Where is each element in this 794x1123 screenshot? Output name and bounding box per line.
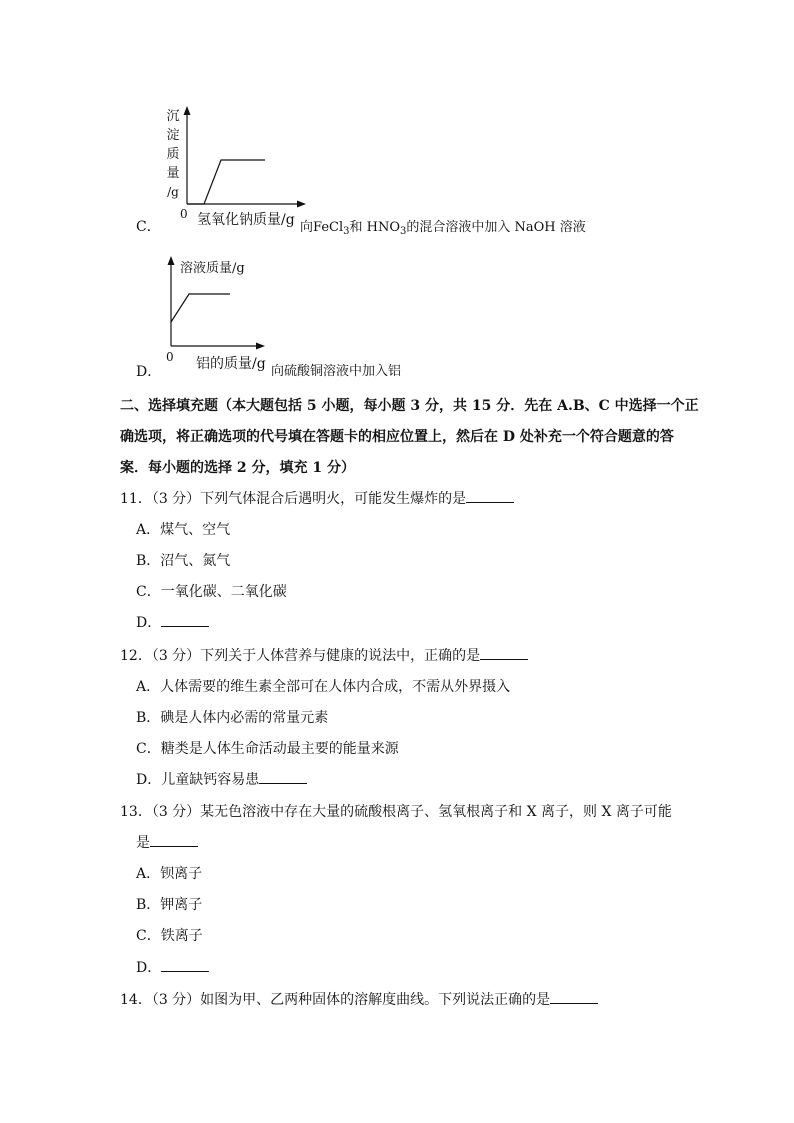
q11-option-c: C．一氧化碳、二氧化碳 <box>136 584 287 600</box>
section-heading-line-2: 确选项，将正确选项的代号填在答题卡的相应位置上，然后在 D 处补充一个符合题意的答 <box>120 429 674 445</box>
chart-d-ylabel: 溶液质量/g <box>180 261 245 276</box>
q12-option-d <box>136 769 307 789</box>
q12-option-c: C．糖类是人体生命活动最主要的能量来源 <box>136 741 399 757</box>
chart-c-ylabel <box>165 107 181 202</box>
chart-d-letter: D． <box>136 364 162 380</box>
chart-c-y-arrow <box>184 106 191 115</box>
chart-c-caption-fe: FeCl <box>313 220 344 235</box>
chart-c-origin: 0 <box>180 207 188 221</box>
q13-option-a: A．钡离子 <box>136 866 203 882</box>
q13-option-d-blank[interactable] <box>161 957 209 972</box>
q12-option-d-label: D．儿童缺钙容易患 <box>136 772 260 788</box>
chart-c-caption <box>300 216 586 237</box>
q13-stem-cont <box>136 832 198 852</box>
q13-option-d <box>136 957 209 977</box>
chart-d-x-arrow <box>256 343 265 350</box>
q13-option-c: C．铁离子 <box>136 928 203 944</box>
q13-stem: 13．（3 分）某无色溶液中存在大量的硫酸根离子、氢氧根离子和 X 离子，则 X 离子可能 <box>120 804 672 820</box>
chart-c-letter: C． <box>136 219 161 235</box>
q12-stem-text: 12．（3 分）下列关于人体营养与健康的说法中，正确的是 <box>120 648 481 664</box>
chart-c-caption-sub2: 3 <box>400 226 407 237</box>
q12-option-d-blank[interactable] <box>259 769 307 784</box>
chart-c-x-arrow <box>297 201 306 208</box>
chart-c-ylabel-2: 淀 <box>166 128 180 143</box>
chart-d-y-arrow <box>168 256 175 265</box>
chart-c-caption-mid: 和 HNO <box>349 220 401 235</box>
q12-answer-blank[interactable] <box>480 645 528 660</box>
chart-c-ylabel-5: /g <box>167 185 179 199</box>
section-heading-line-3: 案．每小题的选择 2 分，填充 1 分） <box>120 460 355 476</box>
q13-stem2-text: 是 <box>136 835 150 851</box>
chart-c-caption-sub1: 3 <box>343 226 350 237</box>
q12-stem <box>120 645 528 665</box>
q11-stem <box>120 488 514 508</box>
q14-stem <box>120 989 598 1009</box>
q13-answer-blank[interactable] <box>150 832 198 847</box>
chart-d-curve <box>171 294 230 322</box>
q13-option-b: B．钾离子 <box>136 897 203 913</box>
chart-d-xlabel: 铝的质量/g <box>196 356 266 372</box>
chart-c-ylabel-4: 量 <box>166 166 180 181</box>
q11-answer-blank[interactable] <box>466 488 514 503</box>
chart-c-curve <box>187 160 265 204</box>
q11-stem-text: 11．（3 分）下列气体混合后遇明火，可能发生爆炸的是 <box>120 491 467 507</box>
section-heading-line-1: 二、选择填充题（本大题包括 5 小题，每小题 3 分，共 15 分．先在 A.B、C 中选择一个正 <box>120 398 699 414</box>
q13-option-d-label: D． <box>136 960 162 976</box>
chart-c-caption-pre: 向 <box>300 220 314 235</box>
q14-answer-blank[interactable] <box>550 989 598 1004</box>
q11-option-a: A．煤气、空气 <box>136 522 231 538</box>
q11-option-d-label: D． <box>136 615 162 631</box>
q11-option-d-blank[interactable] <box>161 612 209 627</box>
chart-c-caption-post: 的混合溶液中加入 NaOH 溶液 <box>406 220 586 235</box>
chart-c-ylabel-3: 质 <box>166 147 180 162</box>
chart-c-xlabel: 氢氧化钠质量/g <box>197 212 295 228</box>
q14-stem-text: 14．（3 分）如图为甲、乙两种固体的溶解度曲线。下列说法正确的是 <box>120 992 551 1008</box>
q11-option-d <box>136 612 209 632</box>
q12-option-b: B．碘是人体内必需的常量元素 <box>136 710 329 726</box>
q11-option-b: B．沼气、氮气 <box>136 553 231 569</box>
q12-option-a: A．人体需要的维生素全部可在人体内合成，不需从外界摄入 <box>136 679 511 695</box>
chart-d-origin: 0 <box>166 350 174 364</box>
chart-d-caption: 向硫酸铜溶液中加入铝 <box>271 364 402 379</box>
chart-c-ylabel-1: 沉 <box>166 109 180 124</box>
